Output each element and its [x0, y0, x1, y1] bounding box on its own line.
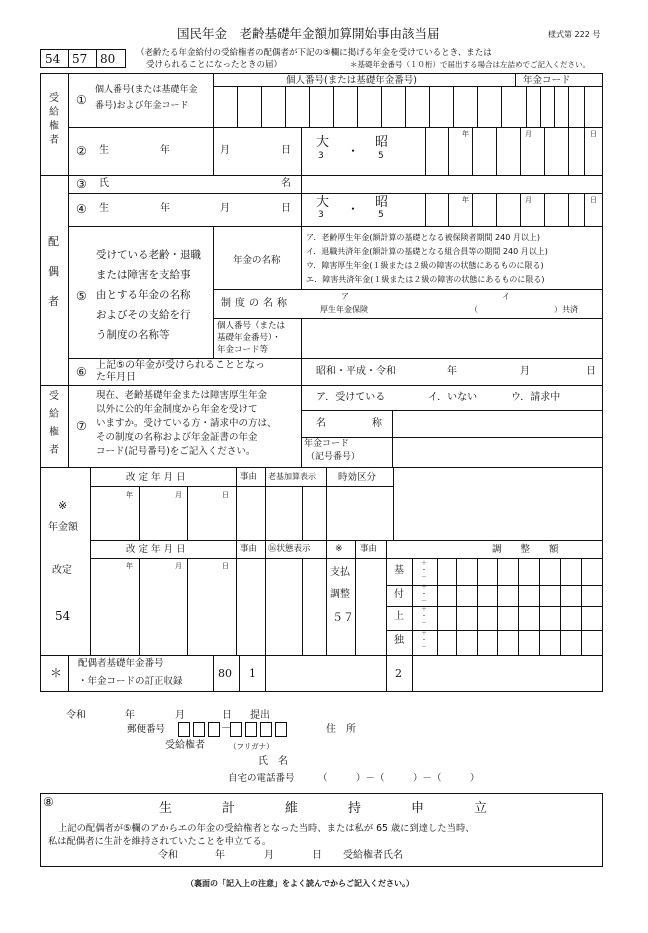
- office-nenkin-gaku: 年金額: [48, 522, 78, 533]
- office-a-month: 月: [175, 491, 182, 499]
- declaration-year-mark: 年: [215, 850, 225, 861]
- item-6-number: ⑥: [76, 365, 87, 379]
- office-jiyu-c: 事由: [360, 544, 378, 554]
- system-meisho-label-2: 称: [372, 418, 382, 429]
- form-title: 国民年金 老齢基礎年金額加算開始事由該当届: [177, 26, 440, 41]
- office-a-year: 年: [126, 491, 133, 499]
- code-box-54: 54: [45, 52, 61, 66]
- furigana-label: （フリガナ）: [229, 742, 274, 751]
- spouse-era-showa-code: 5: [378, 210, 384, 220]
- spouse-dob-month-mark: 月: [525, 196, 532, 204]
- declaration-reiwa: 令和: [158, 850, 178, 861]
- item-2-label-nen: 年: [160, 145, 170, 156]
- office-sign-4: ＋ ・ －: [421, 630, 428, 651]
- office-sign-1: ＋ ・ －: [421, 560, 428, 581]
- spouse-era-taisho: 大: [316, 195, 330, 210]
- postal-dash: －: [221, 723, 231, 734]
- item-7-line-4: その制度の名称および年金証書の年金: [96, 432, 258, 443]
- office-shiharai: 支払: [330, 567, 350, 578]
- item-7-number: ⑦: [76, 419, 87, 433]
- option-receiving[interactable]: ア．受けている: [316, 392, 386, 403]
- dob-month-mark: 月: [525, 130, 532, 138]
- phone-format: （ ）－（ ）－（ ）: [318, 773, 480, 784]
- kyosai-paren-open: （: [470, 305, 478, 314]
- office-b-day: 日: [222, 562, 229, 570]
- spouse-era-showa: 昭: [375, 195, 389, 210]
- era-showa-code: 5: [378, 151, 384, 161]
- item-4-label-gatsu: 月: [220, 203, 230, 214]
- pension-option-a: ア．老齢厚生年金(額計算の基礎となる被保険者期間 240 月以上): [306, 233, 540, 242]
- beneficiary-label: 受給権者: [165, 740, 205, 751]
- office-a-day: 日: [222, 491, 229, 499]
- office-star: ※: [58, 499, 68, 512]
- declaration-title-4: 持: [348, 801, 362, 816]
- item-7-line-2: 以外に公的年金制度から年金を受けて: [96, 404, 258, 415]
- option-not-receiving[interactable]: イ．いない: [428, 392, 478, 403]
- era-taisho: 大: [316, 135, 330, 150]
- spouse-era-taisho-code: 3: [318, 210, 324, 220]
- era-taisho-code: 3: [318, 151, 324, 161]
- item-3-label-shi: 氏: [99, 178, 109, 189]
- recipient-label-4: 者: [49, 135, 59, 146]
- office-jiko: 時効区分: [338, 472, 377, 483]
- system-col-a: ア: [341, 292, 349, 301]
- office-b-month: 月: [175, 562, 182, 570]
- phone-label: 自宅の電話番号: [228, 773, 295, 784]
- dob-year-mark: 年: [462, 130, 469, 138]
- correction-code-1: 1: [249, 667, 256, 680]
- recipient-label-1: 受: [49, 93, 59, 104]
- beneficiary-label-1: 受: [49, 391, 59, 402]
- kojin-number-line2: 基礎年金番号）・: [217, 333, 281, 343]
- item-5-line-2: または障害を支給事: [96, 269, 191, 281]
- office-kaitei-ymd-b: 改 定 年 月 日: [126, 544, 186, 555]
- item-5-line-3: 由とする年金の名称: [96, 289, 191, 301]
- intro-note: ＊基礎年金番号（１０桁）で届出する場合は左詰めでご記入ください。: [350, 60, 590, 69]
- era-showa: 昭: [375, 135, 389, 150]
- office-code-57: ５７: [332, 611, 354, 624]
- item-2-label-sei: 生: [99, 145, 109, 156]
- system-col-i: イ: [502, 292, 510, 301]
- office-jiyu-a: 事由: [240, 472, 258, 482]
- item-2-number: ②: [76, 144, 87, 158]
- intro-line-1: （老齢たる年金給付の受給権者の配偶者が下記の⑤欄に掲げる年金を受けているとき、または: [136, 48, 492, 58]
- form-number: 様式第 222 号: [548, 30, 601, 39]
- spouse-dob-day-mark: 日: [590, 196, 597, 204]
- office-fu: 付: [394, 589, 404, 600]
- declaration-signer: 受給権者氏名: [343, 850, 403, 861]
- item-5-line-4: およびその支給を行: [96, 309, 191, 321]
- declaration-title-1: 生: [159, 801, 173, 816]
- item-6-day-mark: 日: [586, 366, 596, 377]
- recipient-label-3: 権: [49, 121, 59, 132]
- item-5-line-5: う制度の名称等: [96, 329, 170, 341]
- item-7-line-1: 現在、老齢基礎年金または障害厚生年金: [96, 390, 268, 401]
- submit-year-mark: 年: [125, 710, 135, 721]
- office-jiyu-b: 事由: [240, 544, 258, 554]
- correction-line1: 配偶者基礎年金番号: [78, 658, 164, 669]
- spouse-label-1: 配: [48, 235, 59, 248]
- item-2-label-hi: 日: [281, 145, 291, 156]
- declaration-text-1: 上記の配偶者が⑤欄のアからエの年金の受給権者となった当時、または私が 65 歳に到達した当時、: [58, 823, 475, 834]
- submit-reiwa: 令和: [66, 710, 86, 721]
- office-ki: 基: [394, 565, 404, 576]
- option-applying[interactable]: ウ．請求中: [511, 392, 561, 403]
- office-sign-3: ＋ ・ －: [421, 606, 428, 627]
- office-kaitei-ymd-a: 改 定 年 月 日: [126, 472, 186, 483]
- item-4-label-hi: 日: [281, 203, 291, 214]
- era-separator: ・: [347, 144, 360, 158]
- beneficiary-label-3: 権: [49, 427, 59, 438]
- pension-code-label-2: （記号番号）: [306, 452, 361, 462]
- item-6-era: 昭和・平成・令和: [316, 366, 396, 377]
- submit-day-mark: 日: [222, 710, 232, 721]
- declaration-title-6: 立: [474, 801, 488, 816]
- office-chosei-gaku: 調 整 額: [492, 544, 559, 555]
- code-box-57: 57: [72, 52, 88, 66]
- submit-month-mark: 月: [175, 710, 185, 721]
- office-kaitei: 改定: [52, 565, 72, 576]
- correction-code-80: 80: [218, 667, 232, 680]
- office-rousan: 老基加算表示: [268, 472, 316, 481]
- kojin-number-line3: 年金コード等: [217, 345, 269, 355]
- kyosai-paren-close: ）共済: [554, 305, 578, 314]
- item-7-line-3: いますか。受けている方・請求中の方は、: [96, 418, 277, 429]
- office-code-54: 54: [55, 609, 71, 623]
- kosei-nenkin-hoken: 厚生年金保険: [320, 305, 368, 314]
- item-4-label-nen: 年: [160, 203, 170, 214]
- office-b-year: 年: [126, 562, 133, 570]
- submit-teishutsu: 提出: [250, 710, 270, 721]
- system-meisho-label-1: 名: [316, 418, 326, 429]
- correction-star: ＊: [50, 666, 63, 680]
- item-3-number: ③: [76, 177, 87, 191]
- spouse-era-separator: ・: [347, 202, 360, 216]
- pension-option-e: エ．障害共済年金(１級または２級の障害の状態にあるものに限る): [306, 275, 545, 284]
- spouse-label-2: 偶: [48, 265, 59, 278]
- office-star-2: ※: [335, 544, 343, 554]
- item-1-number: ①: [76, 93, 87, 107]
- office-sign-2: ＋ ・ －: [421, 584, 428, 605]
- beneficiary-label-2: 給: [49, 409, 59, 420]
- declaration-title-5: 申: [411, 801, 425, 816]
- dob-day-mark: 日: [590, 130, 597, 138]
- spouse-label-3: 者: [48, 295, 59, 308]
- item-4-number: ④: [76, 202, 87, 216]
- item-6-month-mark: 月: [520, 366, 530, 377]
- declaration-title-3: 維: [285, 801, 299, 816]
- declaration-title-2: 計: [222, 801, 236, 816]
- pension-option-u: ウ．障害厚生年金(１級または２級の障害の状態にあるものに限る): [306, 261, 544, 270]
- pension-code-label-1: 年金コード: [304, 439, 350, 449]
- recipient-label-2: 給: [49, 107, 59, 118]
- item-8-number: ⑧: [43, 795, 54, 809]
- item-5-line-1: 受けている老齢・退職: [96, 249, 201, 261]
- code-box-80: 80: [100, 52, 116, 66]
- intro-line-2: 受けられることになったときの届）: [146, 60, 283, 70]
- item-6-line1: 上記⑤の年金が受けられることとなっ: [96, 360, 265, 371]
- footer-note: （裏面の「記入上の注意」をよく読んでからご記入ください。）: [186, 879, 414, 888]
- office-doku: 独: [394, 635, 404, 646]
- item-3-label-mei: 名: [281, 178, 291, 189]
- item-6-line2: た年月日: [96, 372, 136, 383]
- declaration-day-mark: 日: [312, 850, 322, 861]
- item-2-label-gatsu: 月: [220, 145, 230, 156]
- spouse-dob-year-mark: 年: [462, 196, 469, 204]
- item-7-line-5: コード(記号番号)をご記入ください。: [96, 446, 256, 457]
- correction-line2: ・年金コードの訂正収録: [78, 676, 183, 687]
- name-label: 氏 名: [258, 756, 288, 767]
- pension-name-label: 年金の名称: [233, 255, 281, 266]
- beneficiary-label-4: 者: [49, 445, 59, 456]
- item-1-label-line2: 番号)および年金コード: [95, 101, 189, 111]
- correction-code-2: 2: [395, 667, 402, 680]
- office-jotai: ⑯状態表示: [268, 544, 311, 554]
- office-chosei: 調整: [330, 589, 350, 600]
- declaration-month-mark: 月: [264, 850, 274, 861]
- declaration-text-2: 私は配偶者に生計を維持されていたことを申立てる。: [48, 836, 272, 847]
- personal-number-header: 個人番号(または基礎年金番号): [286, 75, 417, 86]
- pension-code-header: 年金コード: [523, 75, 571, 86]
- office-jo: 上: [394, 611, 404, 622]
- item-5-number: ⑤: [76, 289, 87, 303]
- kojin-number-line1: 個人番号（または: [217, 321, 286, 331]
- pension-option-i: イ．退職共済年金(額計算の基礎となる組合員等の期間 240 月以上): [306, 247, 548, 256]
- item-6-year-mark: 年: [447, 366, 457, 377]
- postal-code-label: 郵便番号: [127, 724, 166, 735]
- item-4-label-sei: 生: [99, 203, 109, 214]
- item-1-label-line1: 個人番号(または基礎年金: [95, 85, 198, 95]
- address-label: 住 所: [326, 724, 356, 735]
- system-name-label: 制度の名称: [221, 298, 291, 309]
